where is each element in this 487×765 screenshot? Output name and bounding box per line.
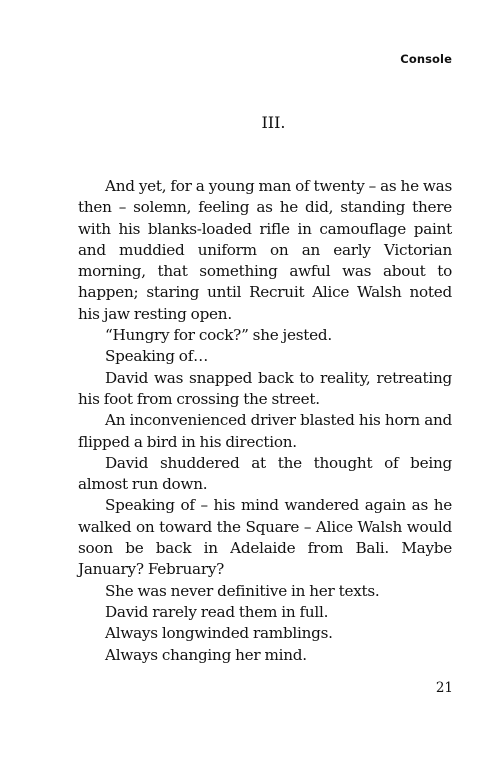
paragraph: “Hungry for cock?” she jested. bbox=[105, 326, 332, 345]
paragraph: Always changing her mind. bbox=[105, 645, 307, 664]
page-number: 21 bbox=[435, 680, 453, 696]
running-header: Console bbox=[400, 52, 452, 66]
chapter-heading: III. bbox=[261, 113, 286, 132]
paragraph: Always longwinded ramblings. bbox=[105, 624, 333, 643]
paragraph: An inconvenienced driver blasted his horn and flipped a bird in his direction. bbox=[78, 411, 452, 451]
paragraph: David shuddered at the thought of being almost run down. bbox=[78, 453, 452, 494]
paragraph: She was never definitive in her texts. bbox=[105, 581, 380, 600]
paragraph: Speaking of – his mind wandered again as he walked on toward the Square – Alice Walsh would soon be back in Adelaide from Bali. Maybe January? February? bbox=[78, 496, 452, 579]
paragraph: David was snapped back to reality, retreating his foot from crossing the street. bbox=[78, 368, 452, 408]
paragraph: David rarely read them in full. bbox=[105, 602, 329, 621]
paragraph: And yet, for a young man of twenty – as he was then – solemn, feeling as he did, standing there with his blanks-loaded rifle in camouflage paint and muddied uniform on an early Victorian morning, that something awful was about to happen; staring until Recruit Alice Walsh noted his jaw resting open. bbox=[78, 177, 452, 323]
paragraph: Speaking of… bbox=[105, 347, 209, 366]
body-text bbox=[78, 176, 452, 666]
